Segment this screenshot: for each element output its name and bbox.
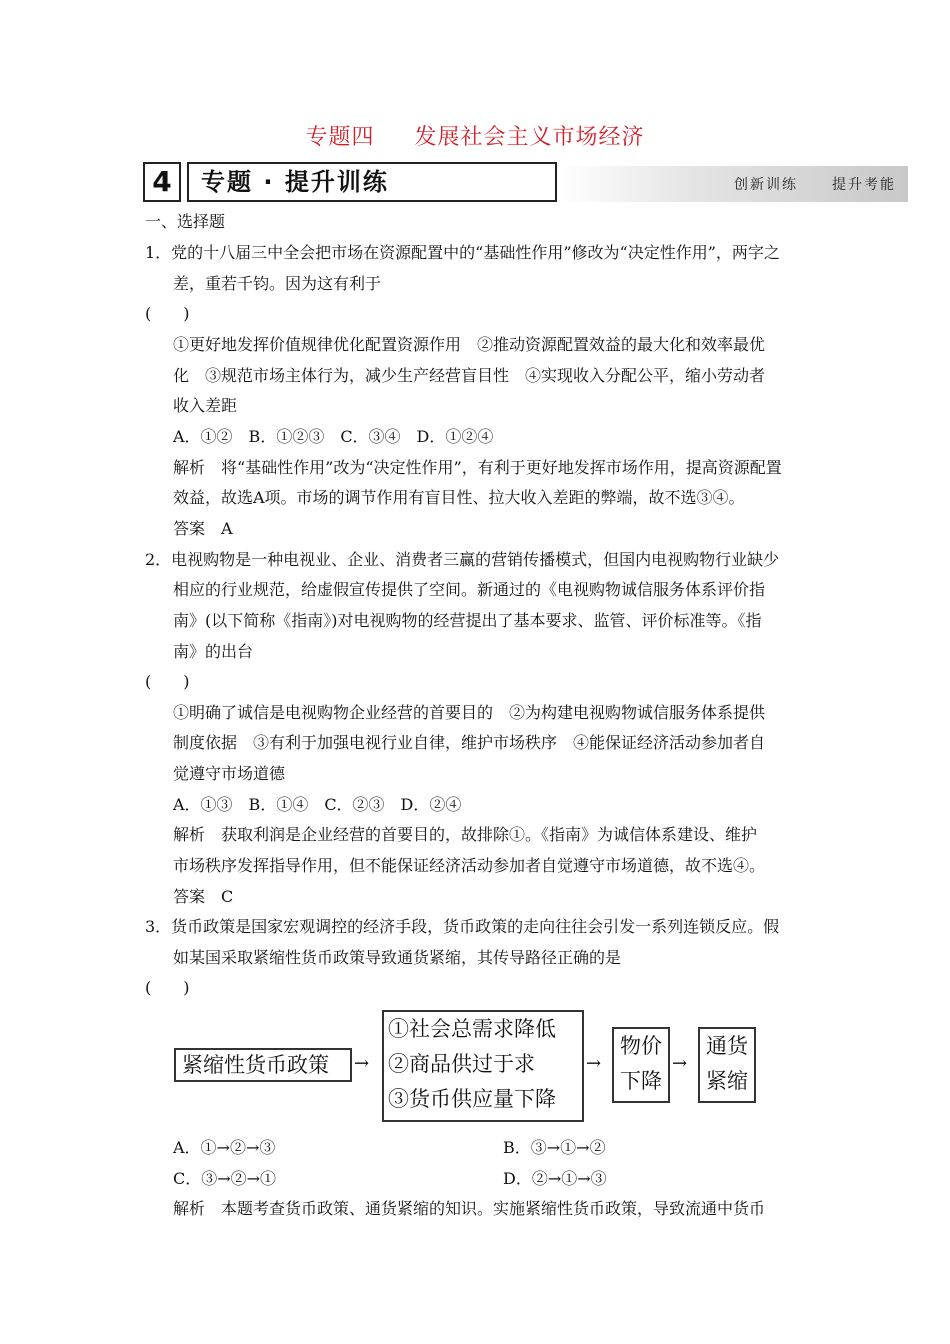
q3-stem-line1: 3．货币政策是国家宏观调控的经济手段，货币政策的走向往往会引发一系列连锁反应。假 — [145, 917, 780, 936]
q2-option-line1: ①明确了诚信是电视购物企业经营的首要目的 ②为构建电视购物诚信服务体系提供 — [173, 703, 766, 722]
q1-paren: ( ) — [145, 304, 190, 323]
q3-option-d: D．②→①→③ — [503, 1169, 607, 1188]
flow-end-line1: 通货 — [706, 1034, 748, 1058]
banner-number: 4 — [143, 162, 181, 202]
q2-answer: 答案 C — [173, 887, 234, 906]
q1-option-line2: 化 ③规范市场主体行为，减少生产经营盲目性 ④实现收入分配公平，缩小劳动者 — [173, 366, 766, 385]
q2-option-line3: 觉遵守市场道德 — [173, 764, 286, 783]
q3-paren: ( ) — [145, 978, 190, 997]
title-topic: 专题四 — [305, 125, 375, 150]
q1-stem-line2: 差，重若千钧。因为这有利于 — [173, 274, 382, 293]
q3-option-c: C．③→②→① — [173, 1169, 277, 1188]
flow-price-box — [612, 1027, 670, 1103]
q2-analysis-line1: 解析 获取利润是企业经营的首要目的，故排除①。《指南》为诚信体系建设、维护 — [173, 825, 758, 844]
q3-analysis-line1: 解析 本题考查货币政策、通货紧缩的知识。实施紧缩性货币政策，导致流通中货币 — [173, 1199, 766, 1218]
banner-slogan-b: 提升考能 — [832, 177, 896, 193]
q2-stem-line3: 南》(以下简称《指南》)对电视购物的经营提出了基本要求、监管、评价标准等。《指 — [173, 611, 762, 630]
page-title — [0, 120, 950, 151]
q2-option-line2: 制度依据 ③有利于加强电视行业自律，维护市场秩序 ④能保证经济活动参加者自 — [173, 733, 766, 752]
q1-choices: A．①② B．①②③ C．③④ D．①②④ — [173, 427, 494, 446]
flow-middle-box — [382, 1010, 584, 1122]
q1-stem-line1: 1．党的十八届三中全会把市场在资源配置中的“基础性作用”修改为“决定性作用”，两字之 — [145, 243, 780, 262]
arrow-right-icon: → — [354, 1053, 370, 1074]
q1-analysis-line2: 效益，故选A项。市场的调节作用有盲目性、拉大收入差距的弊端，故不选③④。 — [173, 488, 745, 507]
section-banner — [143, 162, 908, 204]
flow-price-line1: 物价 — [620, 1034, 662, 1058]
q1-analysis-line1: 解析 将“基础性作用”改为“决定性作用”，有利于更好地发挥市场作用，提高资源配置 — [173, 458, 782, 477]
flow-item-2: ②商品供过于求 — [388, 1052, 535, 1076]
flow-end-line2: 紧缩 — [706, 1069, 748, 1093]
flow-start-box: 紧缩性货币政策 — [174, 1048, 352, 1082]
banner-slogan-a: 创新训练 — [734, 177, 798, 193]
q3-option-b: B．③→①→② — [503, 1138, 606, 1157]
q2-paren: ( ) — [145, 672, 190, 691]
q1-answer: 答案 A — [173, 519, 233, 538]
q2-stem-line1: 2．电视购物是一种电视业、企业、消费者三赢的营销传播模式，但国内电视购物行业缺少 — [145, 550, 780, 569]
banner-name: 专题 · 提升训练 — [187, 162, 557, 202]
q3-option-a: A．①→②→③ — [173, 1138, 276, 1157]
arrow-right-icon: → — [672, 1053, 688, 1074]
title-subject: 发展社会主义市场经济 — [414, 125, 645, 150]
q2-choices: A．①③ B．①④ C．②③ D．②④ — [173, 795, 462, 814]
flow-price-line2: 下降 — [620, 1069, 662, 1093]
q3-stem-line2: 如某国采取紧缩性货币政策导致通货紧缩，其传导路径正确的是 — [173, 948, 622, 967]
q1-option-line3: 收入差距 — [173, 396, 238, 415]
q2-stem-line4: 南》的出台 — [173, 642, 254, 661]
arrow-right-icon: → — [586, 1053, 602, 1074]
flow-item-3: ③货币供应量下降 — [388, 1087, 556, 1111]
q2-stem-line2: 相应的行业规范，给虚假宣传提供了空间。新通过的《电视购物诚信服务体系评价指 — [173, 580, 766, 599]
q2-analysis-line2: 市场秩序发挥指导作用，但不能保证经济活动参加者自觉遵守市场道德，故不选④。 — [173, 856, 766, 875]
flow-item-1: ①社会总需求降低 — [388, 1017, 556, 1041]
section-heading: 一、选择题 — [145, 212, 226, 231]
flow-end-box — [698, 1027, 756, 1103]
q1-option-line1: ①更好地发挥价值规律优化配置资源作用 ②推动资源配置效益的最大化和效率最优 — [173, 335, 766, 354]
